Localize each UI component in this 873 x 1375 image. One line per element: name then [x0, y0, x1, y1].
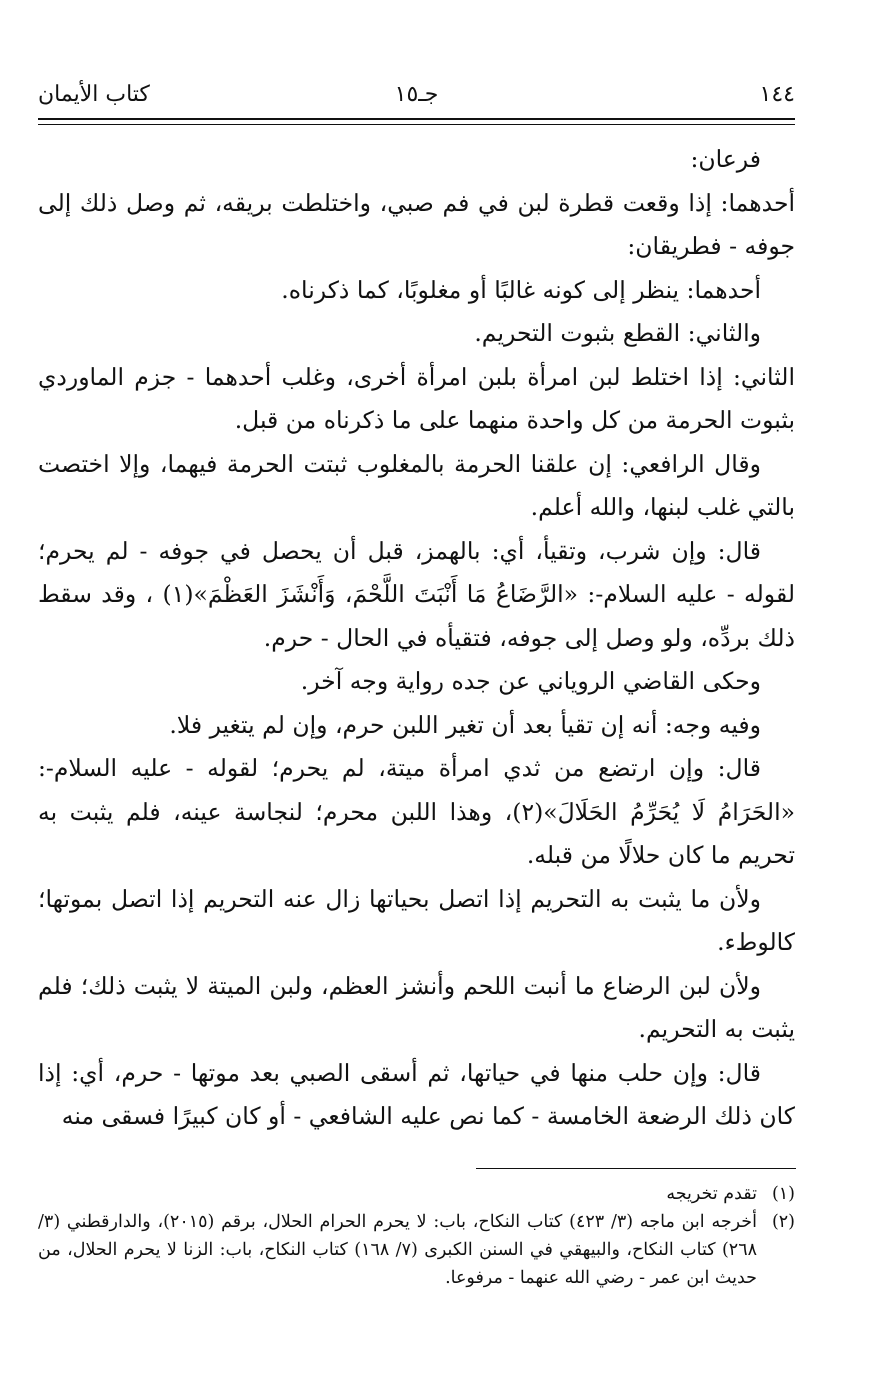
footnotes	[38, 1180, 795, 1292]
footnote-text: تقدم تخريجه	[666, 1184, 757, 1204]
page-number: ١٤٤	[759, 82, 795, 107]
paragraph: قال: وإن حلب منها في حياتها، ثم أسقى الصبي بعد موتها - حرم، أي: إذا كان ذلك الرضعة الخامسة - كما نص عليه الشافعي - أو كان كبيرًا فسقى منه	[38, 1058, 795, 1130]
footnote	[38, 1208, 795, 1292]
paragraph: ولأن ما يثبت به التحريم إذا اتصل بحياتها زال عنه التحريم إذا اتصل بموتها؛ كالوطء.	[38, 884, 795, 956]
paragraph: الثاني: إذا اختلط لبن امرأة بلبن امرأة أخرى، وغلب أحدهما - جزم الماوردي بثبوت الحرمة من كل واحدة منهما على ما ذكرناه من قبل.	[38, 362, 795, 434]
header-rule-thin	[38, 124, 795, 125]
running-header	[38, 72, 795, 112]
paragraph: وفيه وجه: أنه إن تقيأ بعد أن تغير اللبن حرم، وإن لم يتغير فلا.	[169, 710, 761, 739]
paragraph: قال: وإن ارتضع من ثدي امرأة ميتة، لم يحرم؛ لقوله - عليه السلام-: «الحَرَامُ لَا يُحَرِّمُ الحَلَالَ»(٢)، وهذا اللبن محرم؛ لنجاسة عينه، فلم يثبت به تحريم ما كان حلالًا من قبله.	[38, 754, 795, 869]
paragraph: وحكى القاضي الروياني عن جده رواية وجه آخر.	[300, 667, 761, 695]
footnote-rule	[476, 1168, 796, 1169]
paragraph: قال: وإن شرب، وتقيأ، أي: بالهمز، قبل أن يحصل في جوفه - لم يحرم؛ لقوله - عليه السلام-: «الرَّضَاعُ مَا أَنْبَتَ اللَّحْمَ، وَأَنْشَزَ العَظْمَ»(١) ، وقد سقط ذلك بردِّه، ولو وصل إلى جوفه، فتقيأه في الحال - حرم.	[38, 536, 795, 652]
volume-label: جـ١٥	[394, 82, 439, 107]
paragraph: أحدهما: ينظر إلى كونه غالبًا أو مغلوبًا، كما ذكرناه.	[281, 275, 761, 304]
footnote-number: (١)	[771, 1184, 795, 1204]
paragraph: أحدهما: إذا وقعت قطرة لبن في فم صبي، واختلطت بريقه، ثم وصل ذلك إلى جوفه - فطريقان:	[38, 188, 795, 260]
footnote-number: (٢)	[771, 1212, 795, 1232]
footnote	[38, 1180, 795, 1208]
main-text	[38, 138, 795, 1139]
header-rule-thick	[38, 118, 795, 120]
footnote-text: أخرجه ابن ماجه (٣/ ٤٢٣) كتاب النكاح، باب: لا يحرم الحرام الحلال، برقم (٢٠١٥)، والدارقطني (٣/ ٢٦٨) كتاب النكاح، والبيهقي في السنن الكبرى (٧/ ١٦٨) كتاب النكاح، باب: الزنا لا يحرم الحلال، من حديث ابن عمر - رضي الله عنهما - مرفوعا.	[38, 1212, 757, 1288]
paragraph: والثاني: القطع بثبوت التحريم.	[474, 319, 761, 347]
paragraph: وقال الرافعي: إن علقنا الحرمة بالمغلوب ثبتت الحرمة فيهما، وإلا اختصت بالتي غلب لبنها، والله أعلم.	[38, 449, 795, 521]
paragraph: ولأن لبن الرضاع ما أنبت اللحم وأنشز العظم، ولبن الميتة لا يثبت ذلك؛ فلم يثبت به التحريم.	[38, 971, 795, 1043]
paragraph: فرعان:	[690, 145, 761, 173]
book-title: كتاب الأيمان	[38, 82, 150, 107]
